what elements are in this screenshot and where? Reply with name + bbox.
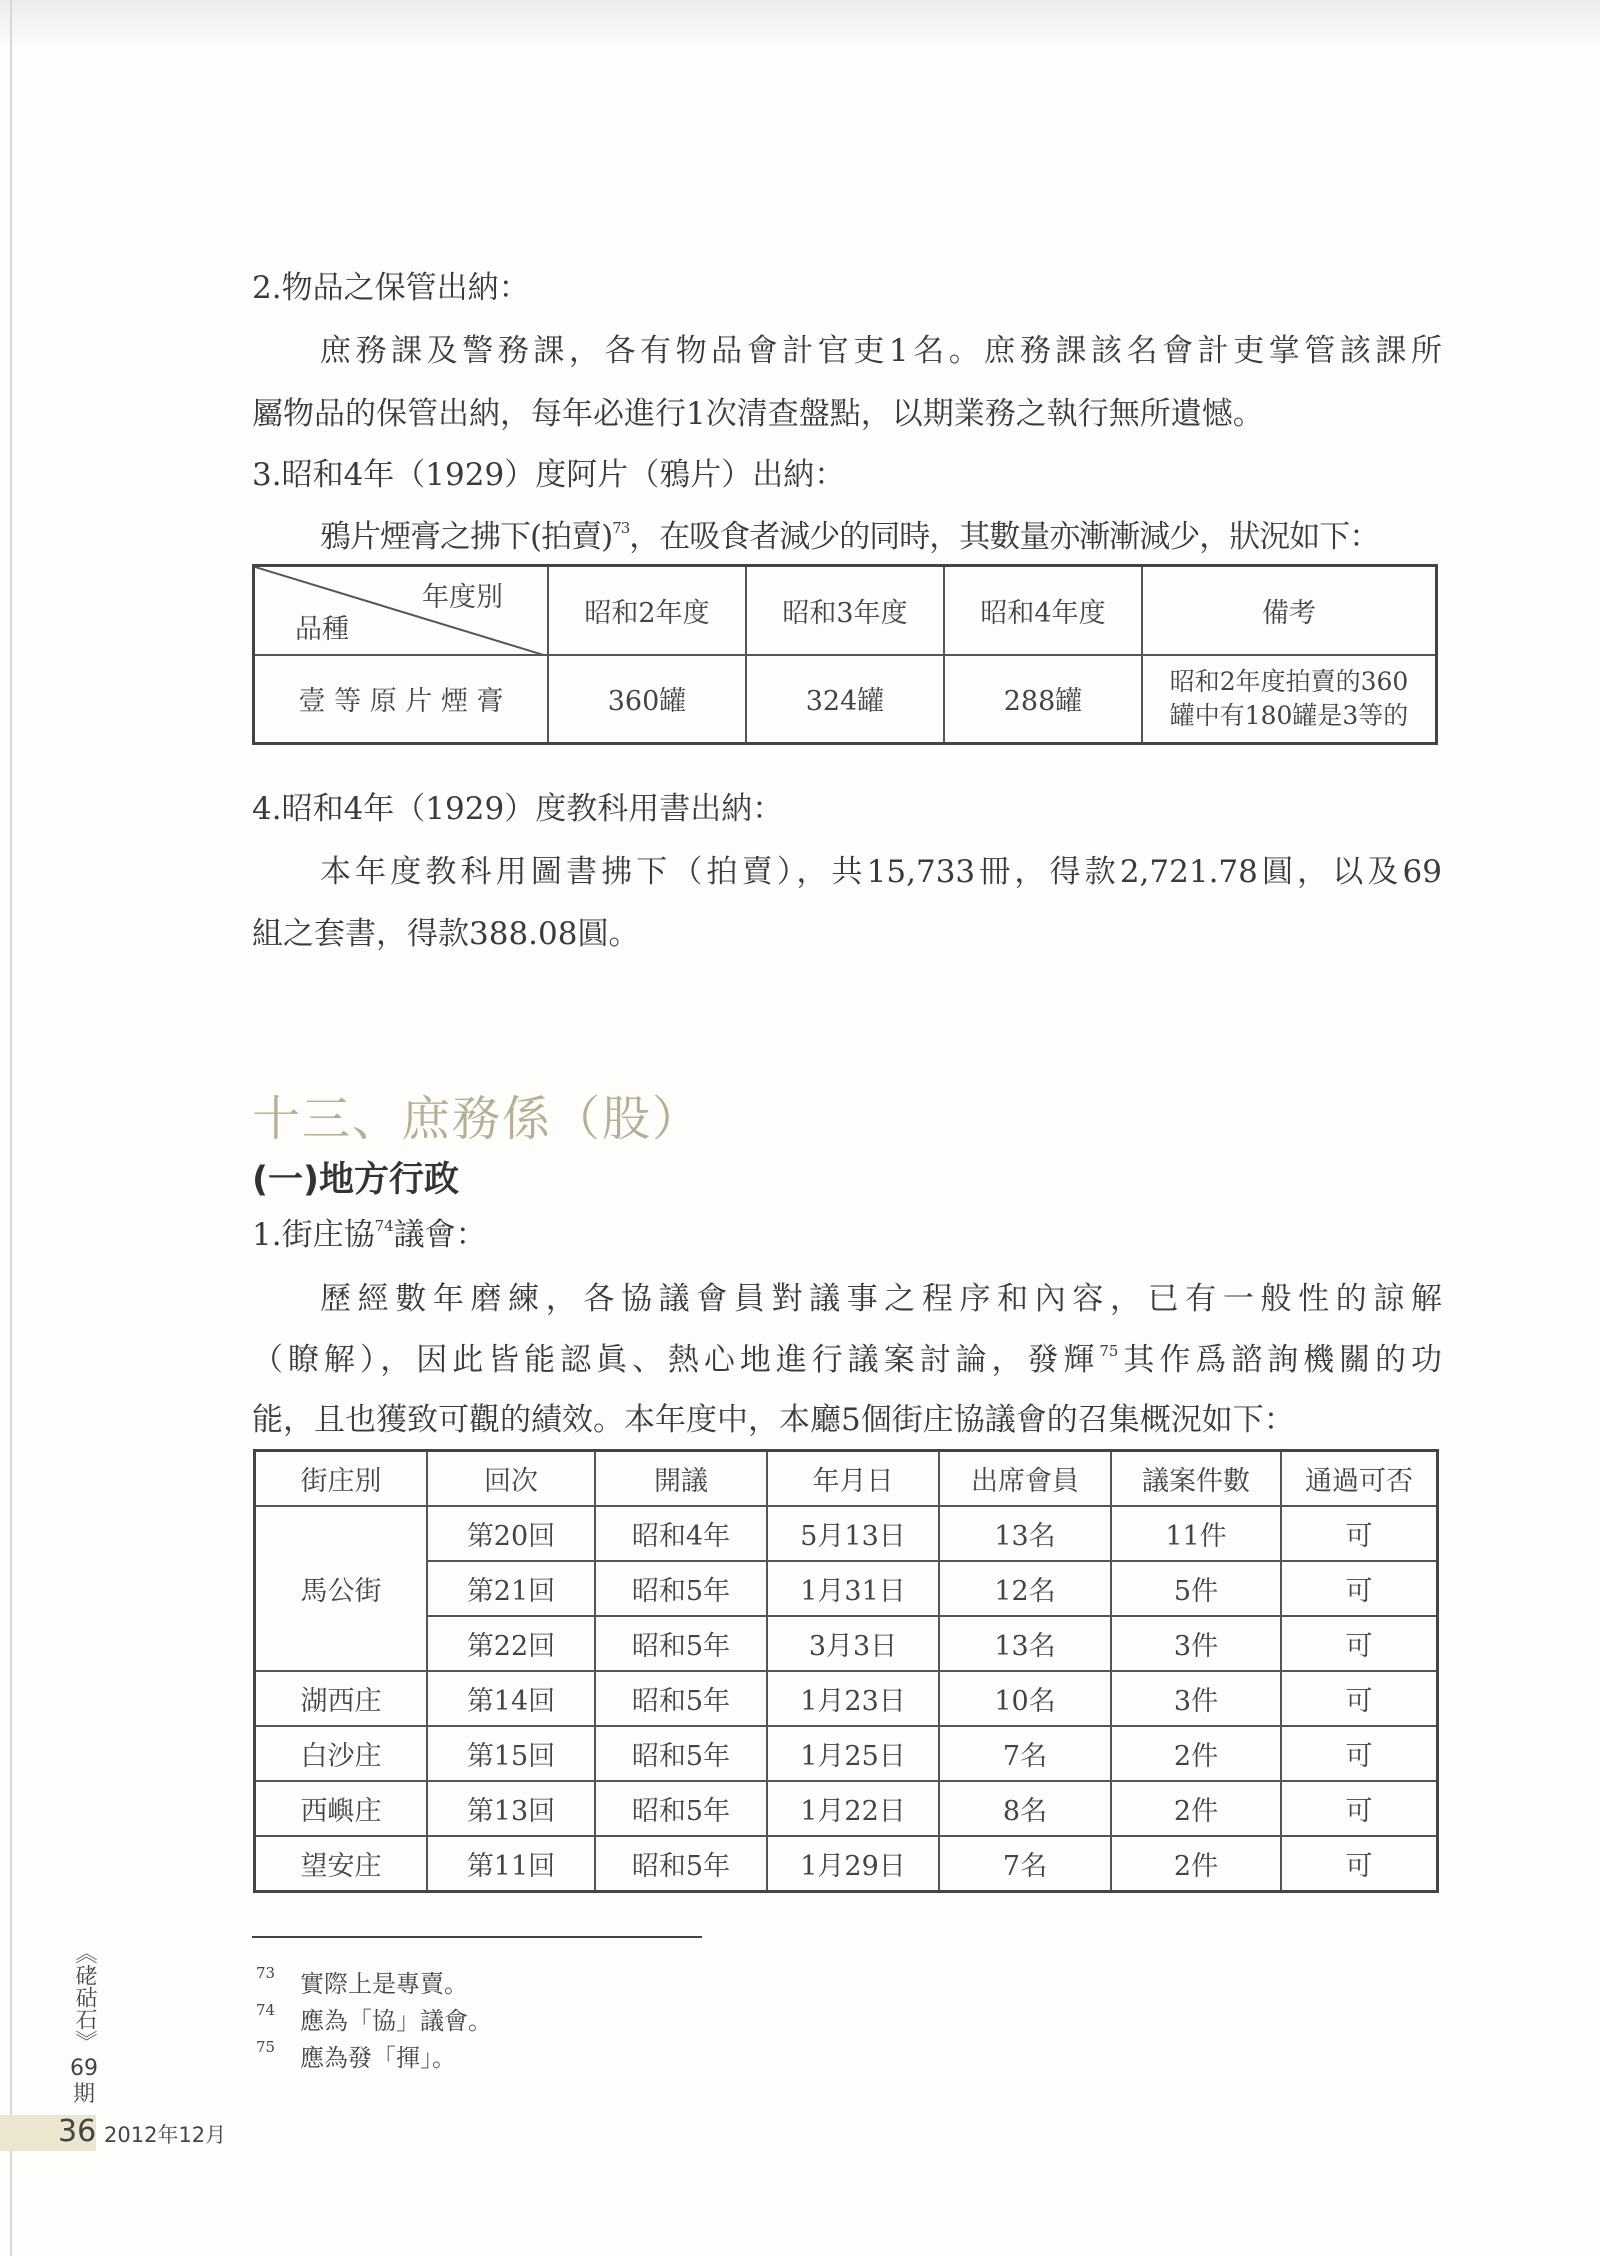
footnote-number: 75 bbox=[256, 2038, 276, 2056]
footnote-text: 應為「協」議會。 bbox=[300, 2007, 492, 2035]
table-cell: 昭和5年 bbox=[595, 1671, 767, 1726]
table-row bbox=[255, 1726, 1438, 1781]
footnote-text: 應為發「揮」。 bbox=[300, 2044, 456, 2072]
table-cell: 第21回 bbox=[427, 1561, 595, 1616]
table-row bbox=[255, 1781, 1438, 1836]
table-row bbox=[255, 1561, 1438, 1616]
table-cell: 2件 bbox=[1111, 1726, 1281, 1781]
value-cell: 288罐 bbox=[944, 655, 1142, 744]
table-cell: 2件 bbox=[1111, 1836, 1281, 1892]
table-cell: 可 bbox=[1281, 1506, 1438, 1561]
text: 議會： bbox=[393, 1217, 487, 1253]
table-cell: 1月31日 bbox=[767, 1561, 939, 1616]
footnote-ref[interactable]: 75 bbox=[1099, 1342, 1119, 1360]
journal-title: 《硓𥑮石》 bbox=[72, 1942, 97, 2052]
paragraph-line bbox=[252, 517, 1442, 557]
town-cell: 西嶼庄 bbox=[255, 1781, 428, 1836]
value-cell: 324罐 bbox=[746, 655, 944, 744]
section-5-title bbox=[252, 1215, 1442, 1255]
issue-date: 2012年12月 bbox=[104, 2123, 227, 2147]
header-cell: 議案件數 bbox=[1111, 1451, 1281, 1507]
header-cell: 年月日 bbox=[767, 1451, 939, 1507]
header-cell: 街庄別 bbox=[255, 1451, 428, 1507]
town-cell: 白沙庄 bbox=[255, 1726, 428, 1781]
table-cell: 1月22日 bbox=[767, 1781, 939, 1836]
table-cell: 可 bbox=[1281, 1726, 1438, 1781]
header-cell: 出席會員 bbox=[939, 1451, 1111, 1507]
footnote bbox=[256, 2038, 456, 2073]
table-cell: 7名 bbox=[939, 1726, 1111, 1781]
opium-table bbox=[252, 564, 1438, 745]
header-cell: 通過可否 bbox=[1281, 1451, 1438, 1507]
table-cell: 3件 bbox=[1111, 1616, 1281, 1671]
footnote-number: 74 bbox=[256, 2001, 276, 2019]
header-cell: 昭和3年度 bbox=[746, 566, 944, 655]
note-line: 昭和2年度拍賣的360 bbox=[1169, 666, 1409, 696]
table-cell: 第13回 bbox=[427, 1781, 595, 1836]
sub-heading: (一)地方行政 bbox=[252, 1160, 459, 1200]
footnote-ref[interactable]: 74 bbox=[374, 1217, 394, 1235]
table-cell: 第20回 bbox=[427, 1506, 595, 1561]
table-row bbox=[255, 1506, 1438, 1561]
table-cell: 1月25日 bbox=[767, 1726, 939, 1781]
journal-name-vertical bbox=[64, 1938, 104, 2108]
table-cell: 昭和4年 bbox=[595, 1506, 767, 1561]
table-cell: 可 bbox=[1281, 1671, 1438, 1726]
table-cell: 第15回 bbox=[427, 1726, 595, 1781]
note-line: 罐中有180罐是3等的 bbox=[1169, 700, 1409, 730]
header-cell: 昭和2年度 bbox=[548, 566, 746, 655]
value-cell: 360罐 bbox=[548, 655, 746, 744]
table-cell: 11件 bbox=[1111, 1506, 1281, 1561]
item-cell: 壹 等 原 片 煙 膏 bbox=[254, 655, 549, 744]
footnote-text: 實際上是專賣。 bbox=[300, 1970, 468, 1998]
council-table bbox=[253, 1449, 1439, 1893]
table-cell: 10名 bbox=[939, 1671, 1111, 1726]
table-row bbox=[255, 1671, 1438, 1726]
table-cell: 昭和5年 bbox=[595, 1836, 767, 1892]
table-cell: 可 bbox=[1281, 1836, 1438, 1892]
issue-number: 69期 bbox=[70, 2056, 98, 2107]
chapter-heading: 十三、庶務係（股） bbox=[252, 1091, 703, 1147]
paragraph-line: 歷經數年磨練，各協議會員對議事之程序和內容，已有一般性的諒解 bbox=[320, 1281, 1442, 1317]
paragraph-line: 庶務課及警務課，各有物品會計官吏1名。庶務課該名會計吏掌管該課所 bbox=[320, 333, 1442, 369]
text: ，在吸食者減少的同時，其數量亦漸漸減少，狀況如下： bbox=[629, 519, 1380, 555]
table-cell: 昭和5年 bbox=[595, 1781, 767, 1836]
paragraph-line: 屬物品的保管出納，每年必進行1次清查盤點，以期業務之執行無所遺憾。 bbox=[252, 396, 1264, 432]
table-cell: 可 bbox=[1281, 1616, 1438, 1671]
scan-top-band bbox=[0, 0, 1600, 50]
page-edge bbox=[10, 0, 12, 2256]
paragraph-line: 本年度教科用圖書拂下（拍賣），共15,733冊，得款2,721.78圓，以及69 bbox=[320, 854, 1442, 890]
table-cell: 13名 bbox=[939, 1616, 1111, 1671]
text: 其作爲諮詢機關的功 bbox=[1118, 1342, 1443, 1378]
table-cell: 3件 bbox=[1111, 1671, 1281, 1726]
footnote bbox=[256, 1964, 468, 1999]
table-cell: 5件 bbox=[1111, 1561, 1281, 1616]
page-number: 36 bbox=[58, 2114, 97, 2149]
table-cell: 第14回 bbox=[427, 1671, 595, 1726]
table-cell: 可 bbox=[1281, 1781, 1438, 1836]
table-cell: 第11回 bbox=[427, 1836, 595, 1892]
table-cell: 8名 bbox=[939, 1781, 1111, 1836]
table-cell: 13名 bbox=[939, 1506, 1111, 1561]
corner-bottom-label: 品種 bbox=[295, 613, 349, 645]
town-cell: 湖西庄 bbox=[255, 1671, 428, 1726]
table-cell: 5月13日 bbox=[767, 1506, 939, 1561]
corner-header bbox=[254, 566, 549, 655]
table-cell: 2件 bbox=[1111, 1781, 1281, 1836]
footnote-ref[interactable]: 73 bbox=[612, 519, 630, 537]
table-cell: 昭和5年 bbox=[595, 1561, 767, 1616]
note-cell bbox=[1142, 655, 1437, 744]
town-cell: 望安庄 bbox=[255, 1836, 428, 1892]
corner-top-label: 年度別 bbox=[422, 582, 503, 613]
text: （瞭解），因此皆能認眞、熱心地進行議案討論，發輝 bbox=[252, 1342, 1100, 1378]
table-row bbox=[255, 1616, 1438, 1671]
table-cell: 昭和5年 bbox=[595, 1726, 767, 1781]
table-cell: 可 bbox=[1281, 1561, 1438, 1616]
text: 1.街庄協 bbox=[252, 1217, 375, 1253]
header-cell: 回次 bbox=[427, 1451, 595, 1507]
table-cell: 1月29日 bbox=[767, 1836, 939, 1892]
text: 鴉片煙膏之拂下(拍賣) bbox=[320, 519, 613, 555]
table-cell: 昭和5年 bbox=[595, 1616, 767, 1671]
header-cell: 昭和4年度 bbox=[944, 566, 1142, 655]
footnote-number: 73 bbox=[256, 1964, 276, 1982]
section-2-title: 2.物品之保管出納： bbox=[252, 270, 530, 306]
footnote bbox=[256, 2001, 492, 2036]
header-cell: 開議 bbox=[595, 1451, 767, 1507]
table-cell: 7名 bbox=[939, 1836, 1111, 1892]
table-row bbox=[255, 1836, 1438, 1892]
table-cell: 1月23日 bbox=[767, 1671, 939, 1726]
paragraph-line bbox=[252, 1340, 1442, 1380]
table-cell: 12名 bbox=[939, 1561, 1111, 1616]
town-cell: 馬公街 bbox=[255, 1506, 428, 1671]
section-3-title: 3.昭和4年（1929）度阿片（鴉片）出納： bbox=[252, 457, 846, 493]
section-4-title: 4.昭和4年（1929）度教科用書出納： bbox=[252, 791, 784, 827]
header-cell: 備考 bbox=[1142, 566, 1437, 655]
table-cell: 3月3日 bbox=[767, 1616, 939, 1671]
footnote-rule bbox=[252, 1936, 702, 1938]
table-cell: 第22回 bbox=[427, 1616, 595, 1671]
paragraph-line: 能，且也獲致可觀的績效。本年度中，本廳5個街庄協議會的召集概況如下： bbox=[252, 1402, 1295, 1438]
paragraph-line: 組之套書，得款388.08圓。 bbox=[252, 916, 640, 952]
